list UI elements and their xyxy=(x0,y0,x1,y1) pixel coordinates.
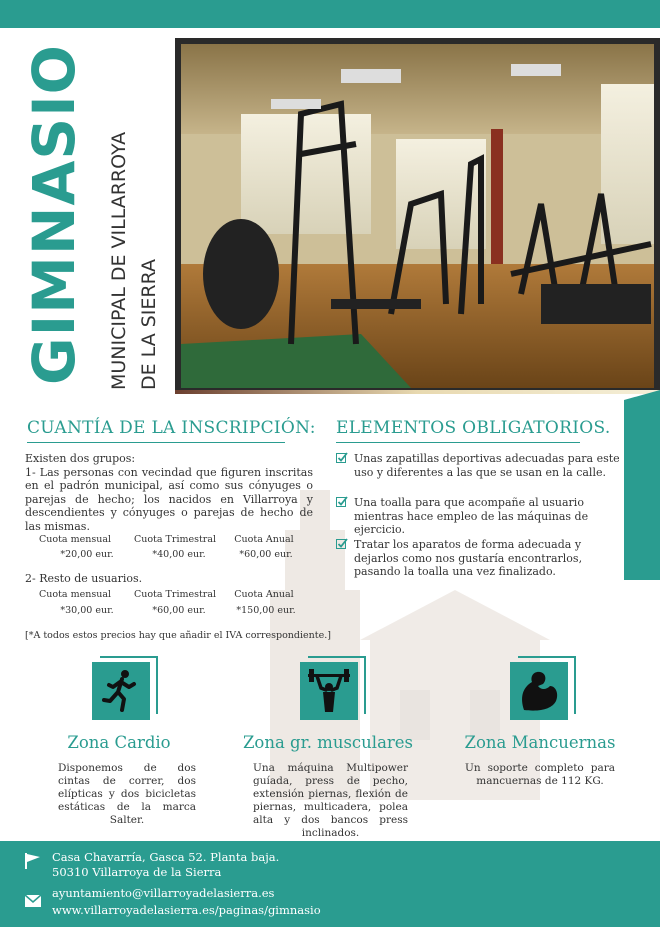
footer xyxy=(0,841,660,927)
envelope-icon xyxy=(24,893,42,909)
price-header: Cuota Trimestral xyxy=(133,534,217,545)
price-header: Cuota mensual xyxy=(38,534,112,545)
zone-title: Zona Cardio xyxy=(67,733,171,752)
runner-icon xyxy=(92,662,158,726)
intro-group1-text: 1- Las personas con vecindad que figuren inscritas en el padrón municipal, así como sus cónyuges o parejas de hecho; los nacidos en Villarroya y descendientes y cónyuges o parejas de hecho de las mismas. xyxy=(25,465,313,533)
page-subtitle xyxy=(104,132,164,390)
flag-icon xyxy=(24,853,42,869)
group2-label: 2- Resto de usuarios. xyxy=(25,572,143,585)
checkbox-check-icon xyxy=(336,538,348,550)
heading-underline xyxy=(336,442,580,443)
flexed-arm-icon xyxy=(510,662,576,726)
zone-description: Un soporte completo para mancuernas de 112 KG. xyxy=(465,762,615,787)
gym-photo-frame xyxy=(175,38,660,394)
checkbox-check-icon xyxy=(336,452,348,464)
obligatory-item: Unas zapatillas deportivas adecuadas para este uso y diferentes a las que se usan en la calle. xyxy=(336,452,626,479)
checkbox-check-icon xyxy=(336,496,348,508)
intro-groups-label: Existen dos grupos: xyxy=(25,452,136,465)
price-value: *40,00 eur. xyxy=(152,549,206,560)
price-value: *30,00 eur. xyxy=(60,605,114,616)
price-value: *60,00 eur. xyxy=(239,549,293,560)
zone-description: Una máquina Multipower guíada, press de pecho, extensión piernas, flexión de piernas, multicadera, polea alta y dos bancos press inclinados. xyxy=(253,762,408,839)
top-accent-bar xyxy=(0,0,660,28)
footer-email-link[interactable]: ayuntamiento@villarroyadelasierra.es xyxy=(52,886,275,900)
price-header: Cuota Trimestral xyxy=(133,589,217,600)
price-header: Cuota Anual xyxy=(234,589,294,600)
obligatory-item: Tratar los aparatos de forma adecuada y dejarlos como nos gustaría encontrarlos, pasando la toalla una vez finalizado. xyxy=(336,538,626,579)
price-value: *60,00 eur. xyxy=(152,605,206,616)
heading-underline xyxy=(27,442,285,443)
price-value: *20,00 eur. xyxy=(60,549,114,560)
weightlifter-icon xyxy=(300,662,366,726)
vat-note: [*A todos estos precios hay que añadir el IVA correspondiente.] xyxy=(25,630,331,641)
price-header: Cuota mensual xyxy=(38,589,112,600)
decorative-teal-wedge xyxy=(624,390,660,580)
footer-address-line-2: 50310 Villarroya de la Sierra xyxy=(52,865,222,879)
footer-address-line-1: Casa Chavarría, Gasca 52. Planta baja. xyxy=(52,850,280,864)
inscription-heading: CUANTÍA DE LA INSCRIPCIÓN: xyxy=(27,418,316,438)
page-title: GIMNASIO xyxy=(20,44,88,385)
obligatory-item: Una toalla para que acompañe al usuario mientras hace empleo de las máquinas de ejercicio. xyxy=(336,496,626,537)
zone-title: Zona Mancuernas xyxy=(464,733,616,752)
price-value: *150,00 eur. xyxy=(236,605,296,616)
price-header: Cuota Anual xyxy=(234,534,294,545)
zone-description: Disponemos de dos cintas de correr, dos elípticas y dos bicicletas estáticas de la marca Salter. xyxy=(58,762,196,826)
vertical-title-block xyxy=(20,40,170,390)
zone-title: Zona gr. musculares xyxy=(242,733,414,752)
subtitle-line-2: DE LA SIERRA xyxy=(138,258,160,390)
subtitle-line-1: MUNICIPAL DE VILLARROYA xyxy=(108,131,130,390)
gym-photo xyxy=(181,44,654,388)
obligatory-heading: ELEMENTOS OBLIGATORIOS. xyxy=(336,418,611,438)
footer-website-link[interactable]: www.villarroyadelasierra.es/paginas/gimnasio xyxy=(52,903,321,917)
inscription-intro xyxy=(25,452,313,533)
